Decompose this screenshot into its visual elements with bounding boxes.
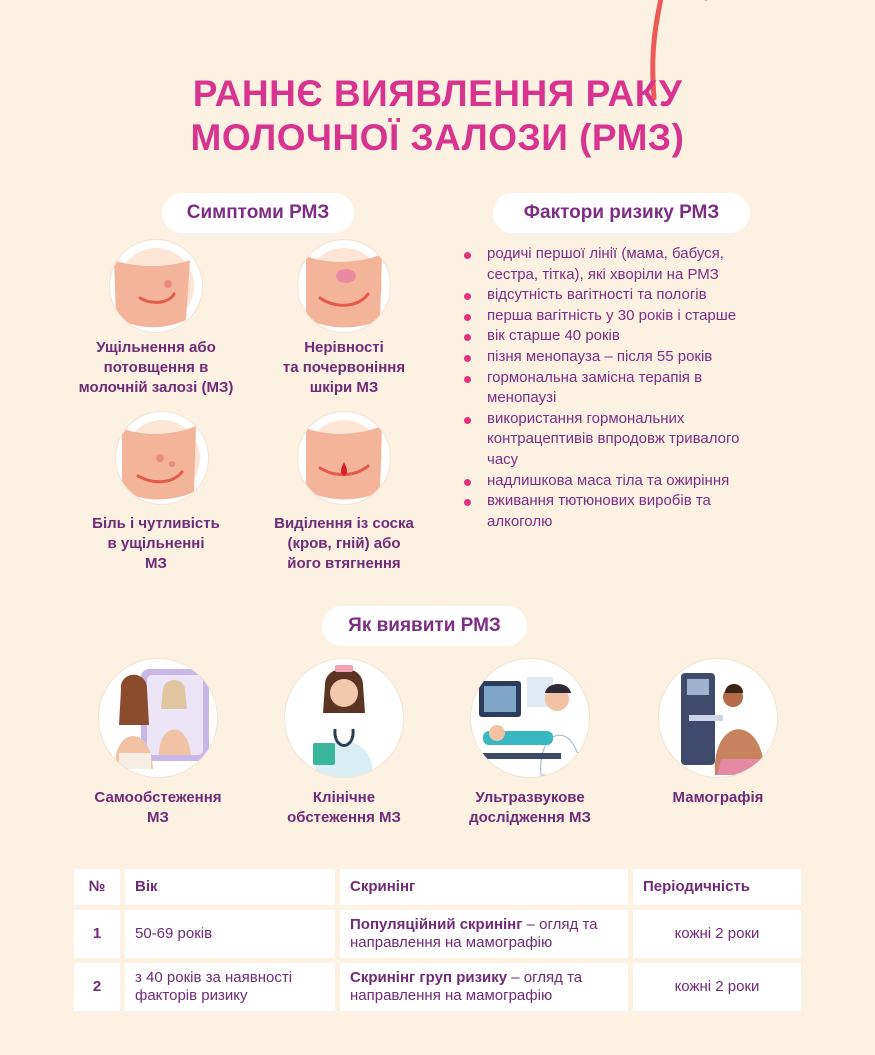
page-title bbox=[0, 72, 875, 160]
screening-table bbox=[69, 864, 806, 1016]
table-row bbox=[74, 963, 801, 1011]
detection-heading: Як виявити РМЗ bbox=[322, 606, 527, 646]
list-item: пізня менопауза – після 55 років bbox=[462, 347, 772, 368]
symptom-caption: Виділення із соска (кров, гній) або його втягнення bbox=[274, 515, 414, 572]
risk-factors-list bbox=[462, 244, 772, 532]
list-item: гормональна замісна терапія в менопаузі bbox=[462, 368, 772, 409]
risk-factors-heading: Фактори ризику РМЗ bbox=[493, 193, 750, 233]
cell-age: 50-69 років bbox=[125, 910, 335, 958]
cell-period: кожні 2 роки bbox=[633, 910, 801, 958]
list-item: використання гормональних контрацептивів впродовж тривалого часу bbox=[462, 409, 772, 471]
doctor-icon bbox=[285, 659, 403, 777]
list-item: вік старше 40 років bbox=[462, 326, 772, 347]
cell-period: кожні 2 роки bbox=[633, 963, 801, 1011]
detection-caption: Самообстеження МЗ bbox=[94, 789, 222, 826]
breast-skin-redness-icon bbox=[298, 240, 390, 332]
list-item: родичі першої лінії (мама, бабуся, сестра, тітка), які хворіли на РМЗ bbox=[462, 244, 772, 285]
breast-pain-icon bbox=[116, 412, 208, 504]
header-period: Періодичність bbox=[633, 869, 801, 905]
detection-caption: Ультразвукове дослідження МЗ bbox=[469, 789, 591, 826]
header-screening: Скринінг bbox=[340, 869, 628, 905]
nipple-discharge-icon bbox=[298, 412, 390, 504]
list-item: надлишкова маса тіла та ожиріння bbox=[462, 471, 772, 492]
detection-caption: Мамографія bbox=[672, 789, 764, 806]
table-row bbox=[74, 910, 801, 958]
list-item: перша вагітність у 30 років і старше bbox=[462, 306, 772, 327]
cell-age: з 40 років за наявності факторів ризику bbox=[125, 963, 335, 1011]
self-exam-mirror-icon bbox=[99, 659, 217, 777]
symptom-caption: Біль і чутливість в ущільненні МЗ bbox=[92, 515, 220, 572]
list-item: відсутність вагітності та пологів bbox=[462, 285, 772, 306]
list-item: вживання тютюнових виробів та алкоголю bbox=[462, 491, 772, 532]
symptoms-heading: Симптоми РМЗ bbox=[162, 193, 354, 233]
symptom-caption: Ущільнення або потовщення в молочній залозі (МЗ) bbox=[78, 339, 234, 396]
breast-thickening-icon bbox=[110, 240, 202, 332]
cell-screening: Скринінг груп ризику – огляд та направлення на мамографію bbox=[340, 963, 628, 1011]
mammography-icon bbox=[659, 659, 777, 777]
title-line-2: МОЛОЧНОЇ ЗАЛОЗИ (РМЗ) bbox=[190, 117, 685, 158]
cell-screening: Популяційний скринінг – огляд та направлення на мамографію bbox=[340, 910, 628, 958]
ultrasound-icon bbox=[471, 659, 589, 777]
header-age: Вік bbox=[125, 869, 335, 905]
table-header-row bbox=[74, 869, 801, 905]
title-line-1: РАННЄ ВИЯВЛЕННЯ РАКУ bbox=[192, 73, 683, 114]
cell-num: 2 bbox=[74, 963, 120, 1011]
cell-num: 1 bbox=[74, 910, 120, 958]
detection-caption: Клінічне обстеження МЗ bbox=[287, 789, 401, 826]
symptom-caption: Нерівності та почервоніння шкіри МЗ bbox=[282, 339, 406, 396]
header-num: № bbox=[74, 869, 120, 905]
